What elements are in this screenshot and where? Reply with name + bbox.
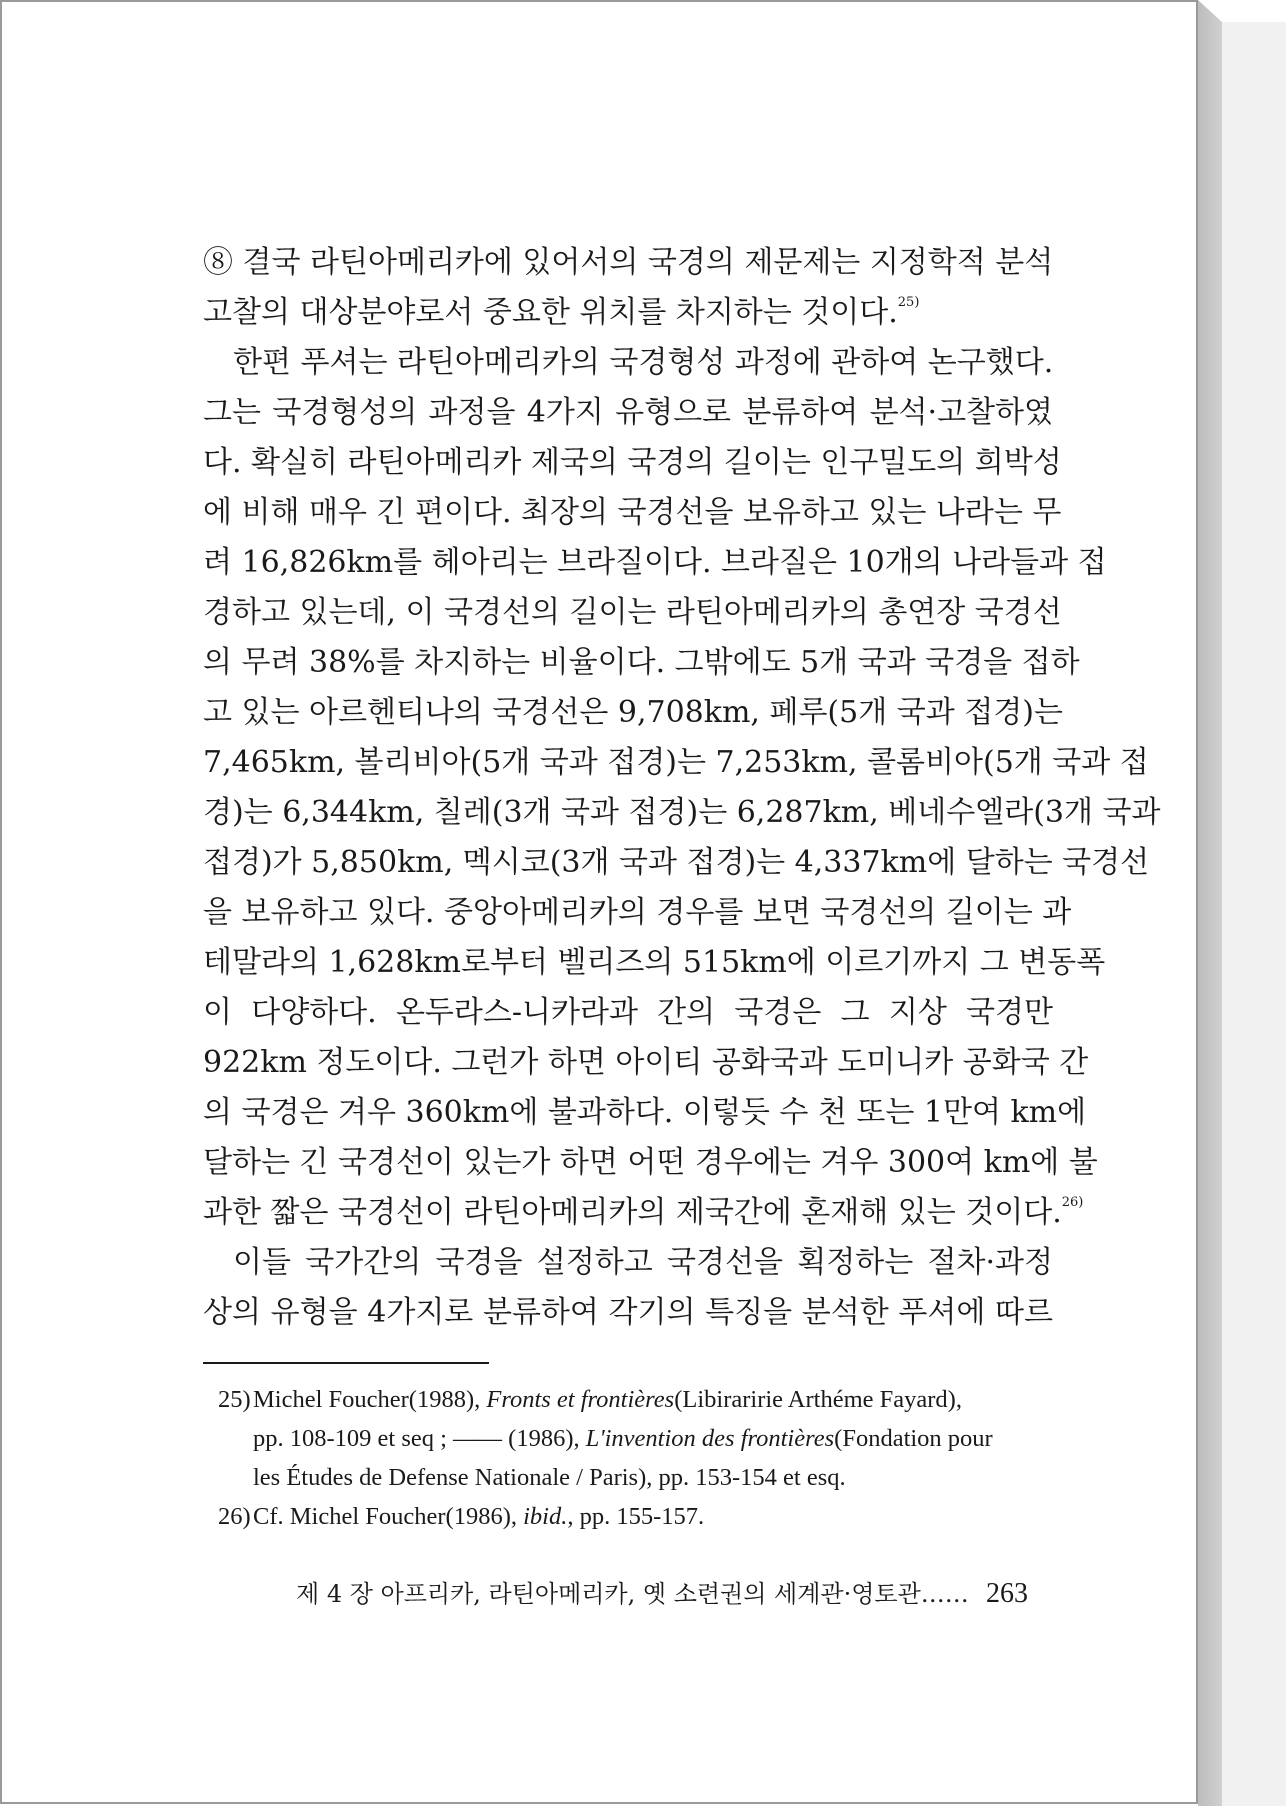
body-line-text: 과한 짧은 국경선이 라틴아메리카의 제국간에 혼재해 있는 것이다.	[203, 1195, 1062, 1230]
footnote-number: 25)	[218, 1386, 251, 1413]
body-line: 을 보유하고 있다. 중앙아메리카의 경우를 보면 국경선의 길이는 과	[203, 895, 1072, 930]
footnote-ref-25: 25)	[897, 295, 920, 310]
footnote-title: Fronts et frontières	[486, 1386, 675, 1413]
body-line-with-note	[203, 288, 1053, 338]
body-line: 상의 유형을 4가지로 분류하여 각기의 특징을 분석한 푸셔에 따르	[203, 1295, 1053, 1330]
footnotes	[218, 1380, 1058, 1536]
main-text	[203, 238, 1161, 1338]
body-line: 이들 국가간의 국경을 설정하고 국경선을 획정하는 절차·과정	[233, 1245, 1053, 1280]
footnote-title: L'invention des frontières	[585, 1425, 835, 1452]
page-background	[1222, 22, 1286, 1806]
body-line: 접경)가 5,850km, 멕시코(3개 국과 접경)는 4,337km에 달하는 국경선	[203, 845, 1150, 880]
body-line: 그는 국경형성의 과정을 4가지 유형으로 분류하여 분석·고찰하였	[203, 395, 1053, 430]
body-line: 경하고 있는데, 이 국경선의 길이는 라틴아메리카의 총연장 국경선	[203, 595, 1062, 630]
body-line: 7,465km, 볼리비아(5개 국과 접경)는 7,253km, 콜롬비아(5개 국과 접	[203, 745, 1149, 780]
body-line: ⑧ 결국 라틴아메리카에 있어서의 국경의 제문제는 지정학적 분석	[203, 245, 1054, 280]
footnote-text: pp. 108-109 et seq ; —— (1986),	[253, 1425, 586, 1452]
body-line: 에 비해 매우 긴 편이다. 최장의 국경선을 보유하고 있는 나라는 무	[203, 495, 1062, 530]
footnote-separator	[203, 1362, 489, 1364]
footnote-text: Cf. Michel Foucher(1986),	[253, 1503, 524, 1530]
body-line: 려 16,826km를 헤아리는 브라질이다. 브라질은 10개의 나라들과 접	[203, 545, 1107, 580]
body-line: 의 무려 38%를 차지하는 비율이다. 그밖에도 5개 국과 국경을 접하	[203, 645, 1080, 680]
body-line: 이 다양하다. 온두라스-니카라과 간의 국경은 그 지상 국경만	[203, 995, 1053, 1030]
body-line: 경)는 6,344km, 칠레(3개 국과 접경)는 6,287km, 베네수엘라(3개 국과	[203, 795, 1161, 830]
body-line: 한편 푸셔는 라틴아메리카의 국경형성 과정에 관하여 논구했다.	[233, 345, 1054, 380]
page-edge-shadow	[1198, 0, 1222, 1806]
body-line-text: 고찰의 대상분야로서 중요한 위치를 차지하는 것이다.	[203, 295, 898, 330]
body-line: 달하는 긴 국경선이 있는가 하면 어떤 경우에는 겨우 300여 km에 불	[203, 1145, 1098, 1180]
footnote-25-line-2	[218, 1419, 1058, 1458]
running-head-text: 제 4 장 아프리카, 라틴아메리카, 옛 소련권의 세계관·영토관……	[296, 1580, 969, 1608]
footnote-ibid: ibid.	[523, 1503, 568, 1530]
footnote-26	[218, 1497, 1058, 1536]
body-line: 고 있는 아르헨티나의 국경선은 9,708km, 페루(5개 국과 접경)는	[203, 695, 1063, 730]
body-line: 의 국경은 겨우 360km에 불과하다. 이렇듯 수 천 또는 1만여 km에	[203, 1095, 1087, 1130]
page-number: 263	[986, 1578, 1028, 1609]
body-line: 다. 확실히 라틴아메리카 제국의 국경의 길이는 인구밀도의 희박성	[203, 445, 1062, 480]
footnote-text: (Libiraririe Arthéme Fayard),	[674, 1386, 962, 1413]
footnote-25-line-3: les Études de Defense Nationale / Paris), pp. 153-154 et esq.	[253, 1464, 846, 1491]
footnote-number: 26)	[218, 1503, 251, 1530]
footnote-text: (Fondation pour	[834, 1425, 993, 1452]
body-line: 922km 정도이다. 그런가 하면 아이티 공화국과 도미니카 공화국 간	[203, 1045, 1089, 1080]
body-line-with-note	[203, 1188, 1084, 1238]
body-line: 테말라의 1,628km로부터 벨리즈의 515km에 이르기까지 그 변동폭	[203, 945, 1106, 980]
footnote-ref-26: 26)	[1061, 1195, 1084, 1210]
running-footer	[296, 1577, 1028, 1611]
footnote-25-line-1	[218, 1380, 1058, 1419]
footnote-text: Michel Foucher(1988),	[253, 1386, 487, 1413]
footnote-text: , pp. 155-157.	[567, 1503, 705, 1530]
